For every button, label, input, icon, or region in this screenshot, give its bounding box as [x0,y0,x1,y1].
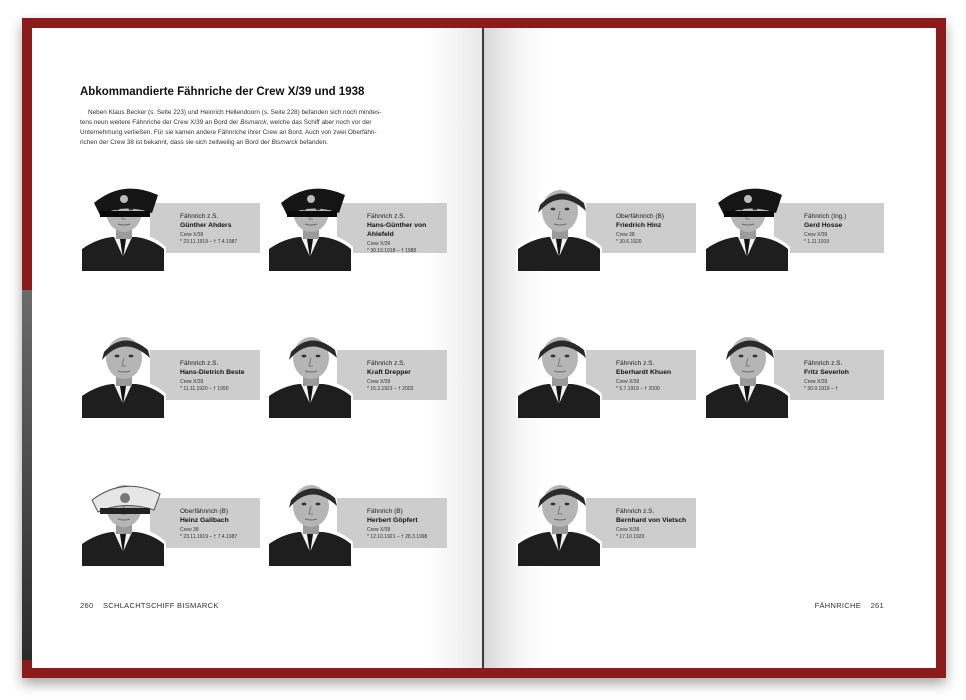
officer-rank: Fähnrich z.S. [616,360,655,367]
officer-name: Heinz Gallbach [180,517,229,524]
officer-name: Hans-Günther von Ahlefeld [367,222,427,238]
officer-card [80,173,260,271]
officer-info [180,508,260,541]
page-footer [80,601,219,610]
officer-info [804,360,884,393]
officer-info [804,213,884,246]
officer-crew: Crew X/39 [367,241,391,247]
intro-paragraph: Neben Klaus Becker (s. Seite 223) und Heinrich Hellendoorn (s. Seite 228) befanden sich noch mindes- tens neun weitere Fähnriche der Crew X/39 an Bord der Bismarck, welche das Schiff aber noch vor der Unternehmung verließen. Für sie kamen andere Fähnriche ihrer Crew an Bord. Auch von zwei Oberfähn- richen der Crew 38 ist bekannt, dass sie sich zeitweilig an Bord der Bismarck befanden. [80,109,382,146]
officer-name: Hans-Dietrich Beste [180,369,245,376]
officer-card [516,320,696,418]
officer-name: Bernhard von Vietsch [616,517,687,524]
officer-card [267,320,447,418]
officer-info [180,360,260,393]
officer-crew: Crew X/39 [180,232,204,238]
officer-dates: * 30.6.1920 [616,239,642,245]
officer-card [704,320,884,418]
portrait-photo [704,320,790,418]
portrait-photo [516,468,602,566]
officer-info [367,213,447,255]
officer-card [516,173,696,271]
portrait-photo [516,173,602,271]
officer-rank: Fähnrich (B) [367,508,403,515]
officer-name: Fritz Severloh [804,369,849,376]
officer-crew: Crew X/39 [180,379,204,385]
running-title: FÄHNRICHE [814,601,862,610]
officer-name: Eberhardt Khuen [616,369,672,376]
officer-crew: Crew X/39 [804,379,828,385]
portrait-photo [267,468,353,566]
page-number: 260 [80,601,94,610]
officer-dates: * 15.3.1921 – † 2002 [367,386,414,392]
officer-card [267,173,447,271]
officer-dates: * 23.11.1919 – † 7.4.1987 [180,239,238,245]
officer-name: Herbert Göpfert [367,517,418,524]
officer-rank: Fähnrich z.S. [804,360,843,367]
officer-dates: * 17.10.1920 [616,534,645,540]
portrait-photo [704,173,790,271]
running-title: SCHLACHTSCHIFF BISMARCK [102,601,219,610]
officer-rank: Oberfähnrich (B) [616,213,665,220]
portrait-photo [267,320,353,418]
officer-rank: Fähnrich z.S. [616,508,655,515]
officer-dates: * 23.11.1919 – † 7.4.1987 [180,534,238,540]
officer-dates: * 12.10.1921 – † 28.3.1998 [367,534,428,540]
officer-crew: Crew X/39 [367,379,391,385]
portrait-photo [80,320,166,418]
portrait-photo [80,468,166,566]
officer-crew: Crew 38 [180,527,199,533]
officer-crew: Crew X/39 [367,527,391,533]
officer-info [616,360,696,393]
officer-rank: Fähnrich z.S. [180,360,219,367]
page-footer [815,601,884,610]
officer-card [80,320,260,418]
officer-dates: * 5.7.1919 – † 2000 [616,386,660,392]
right-page [484,28,936,668]
officer-crew: Crew X/39 [616,379,640,385]
officer-name: Gerd Hosse [804,222,843,229]
officer-name: Kraft Drepper [367,369,411,376]
officer-rank: Fähnrich (Ing.) [804,213,847,220]
officer-crew: Crew X/39 [804,232,828,238]
officer-dates: * 30.9.1919 – † [804,386,838,392]
officer-crew: Crew 38 [616,232,635,238]
officer-card [704,173,884,271]
officer-name: Günther Ahders [180,222,232,229]
officer-card [267,468,447,566]
officer-name: Friedrich Hinz [616,222,662,229]
portrait-photo [516,320,602,418]
officer-info [616,508,696,541]
officer-rank: Fähnrich z.S. [367,360,406,367]
officer-crew: Crew X/39 [616,527,640,533]
officer-card [516,468,696,566]
left-page [32,28,482,668]
officer-dates: * 30.10.1918 – † 1988 [367,248,417,254]
officer-info [367,508,447,541]
page-number: 261 [870,601,884,610]
officer-dates: * 1.11.1919 [804,239,830,245]
officer-dates: * 11.11.1920 – † 1990 [180,386,229,392]
officer-card [80,468,260,566]
officer-info [367,360,447,393]
officer-info [180,213,260,246]
portrait-photo [267,173,353,271]
officer-rank: Fähnrich z.S. [367,213,406,220]
officer-rank: Fähnrich z.S. [180,213,219,220]
section-heading: Abkommandierte Fähnriche der Crew X/39 und 1938 [80,86,365,98]
officer-rank: Oberfähnrich (B) [180,508,229,515]
officer-info [616,213,696,246]
portrait-photo [80,173,166,271]
